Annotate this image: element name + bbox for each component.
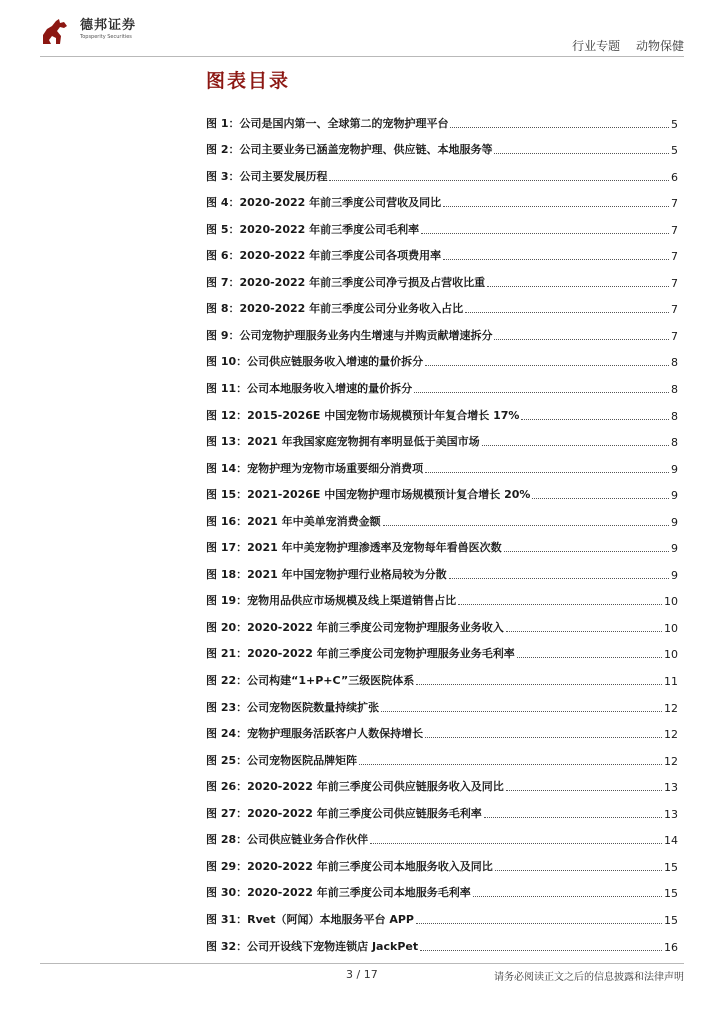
toc-page-number: 7 [671,276,678,290]
toc-figure-number: 图 20： [206,620,248,634]
toc-entry[interactable] [206,476,678,503]
brand-logo [80,19,136,41]
toc-leader-dots [450,127,669,128]
toc-entry[interactable] [206,741,678,768]
toc-entry[interactable] [206,343,678,370]
toc-page-number: 7 [671,250,678,264]
toc-page-number: 9 [671,568,678,582]
toc-entry-title: 2020-2022 年前三季度公司分业务收入占比 [239,302,464,316]
toc-leader-dots [521,419,669,420]
toc-entry-title: 2021-2026E 中国宠物护理市场规模预计复合增长 20% [247,488,531,502]
toc-entry[interactable] [206,529,678,556]
toc-figure-number: 图 24： [206,727,248,741]
toc-entry-title: 2020-2022 年前三季度公司净亏损及占营收比重 [239,275,486,289]
toc-entry-title: 2020-2022 年前三季度公司毛利率 [239,222,420,236]
toc-leader-dots [449,578,669,579]
brand-name-en: Topsperity Securities [80,34,132,40]
toc-leader-dots [506,790,662,791]
toc-leader-dots [443,259,669,260]
toc-entry-title: 公司宠物医院品牌矩阵 [247,753,358,767]
header-tags [560,37,684,54]
toc-leader-dots [370,843,662,844]
toc-entry[interactable] [206,608,678,635]
toc-leader-dots [458,604,662,605]
toc-figure-number: 图 9： [206,328,240,342]
toc-leader-dots [425,365,669,366]
toc-title: 图表目录 [206,70,291,92]
toc-figure-number: 图 16： [206,514,248,528]
toc-leader-dots [359,764,662,765]
toc-entry-title: 2020-2022 年前三季度公司本地服务收入及同比 [247,859,493,873]
toc-entry[interactable] [206,661,678,688]
toc-figure-number: 图 10： [206,355,248,369]
toc-figure-number: 图 5： [206,222,240,236]
toc-figure-number: 图 23： [206,700,248,714]
toc-leader-dots [504,551,669,552]
toc-page-number: 9 [671,489,678,503]
toc-entry[interactable] [206,369,678,396]
toc-leader-dots [381,711,662,712]
toc-page-number: 16 [664,940,678,954]
toc-figure-number: 图 30： [206,886,248,900]
toc-entry-title: 宠物护理为宠物市场重要细分消费项 [247,461,424,475]
kneeling-horse-icon [40,17,70,47]
report-type: 行业专题 [572,39,621,53]
toc-entry-title: 公司主要发展历程 [239,169,328,183]
toc-entry[interactable] [206,900,678,927]
toc-entry-title: 公司宠物护理服务业务内生增速与并购贡献增速拆分 [239,328,493,342]
toc-figure-number: 图 12： [206,408,248,422]
toc-leader-dots [532,498,669,499]
disclaimer: 请务必阅读正文之后的信息披露和法律声明 [494,972,684,983]
page-number: 3 / 17 [346,968,378,981]
toc-entry-title: 公司宠物医院数量持续扩张 [247,700,380,714]
toc-leader-dots [482,445,669,446]
toc-figure-number: 图 29： [206,859,248,873]
toc-entry[interactable] [206,715,678,742]
toc-figure-number: 图 6： [206,249,240,263]
toc-figure-number: 图 19： [206,594,248,608]
toc-page-number: 12 [664,701,678,715]
toc-page-number: 10 [664,595,678,609]
toc-figure-number: 图 18： [206,567,248,581]
toc-entry-title: 宠物护理服务活跃客户人数保持增长 [247,727,424,741]
toc-entry[interactable] [206,555,678,582]
toc-figure-number: 图 27： [206,806,248,820]
toc-entry[interactable] [206,847,678,874]
toc-entry[interactable] [206,237,678,264]
toc-entry[interactable] [206,290,678,317]
toc-figure-number: 图 22： [206,674,248,688]
toc-page-number: 15 [664,887,678,901]
toc-entry-title: 公司开设线下宠物连锁店 JackPet [247,939,419,953]
brand-name: 德邦证券 [80,18,137,33]
toc-entry-title: 2021 年我国家庭宠物拥有率明显低于美国市场 [247,435,480,449]
toc-leader-dots [495,870,662,871]
toc-leader-dots [506,631,662,632]
toc-entry[interactable] [206,635,678,662]
toc-leader-dots [465,312,669,313]
toc-leader-dots [416,923,662,924]
toc-entry-title: 2020-2022 年前三季度公司营收及同比 [239,196,442,210]
toc-leader-dots [494,153,669,154]
toc-page-number: 12 [664,754,678,768]
toc-leader-dots [494,339,669,340]
toc-figure-number: 图 2： [206,143,240,157]
toc-page-number: 6 [671,170,678,184]
toc-figure-number: 图 4： [206,196,240,210]
toc-figure-number: 图 17： [206,541,248,555]
toc-figure-number: 图 7： [206,275,240,289]
toc-list [206,104,678,954]
toc-leader-dots [425,472,669,473]
toc-entry-title: 公司主要业务已涵盖宠物护理、供应链、本地服务等 [239,143,493,157]
toc-figure-number: 图 15： [206,488,248,502]
toc-entry-title: 2021 年中美宠物护理渗透率及宠物每年看兽医次数 [247,541,502,555]
toc-entry-title: 2020-2022 年前三季度公司本地服务毛利率 [247,886,471,900]
toc-entry[interactable] [206,131,678,158]
toc-entry[interactable] [206,874,678,901]
toc-entry[interactable] [206,502,678,529]
toc-leader-dots [416,684,662,685]
toc-entry-title: 2020-2022 年前三季度公司供应链服务毛利率 [247,806,482,820]
footer-divider [40,963,684,964]
toc-figure-number: 图 13： [206,435,248,449]
toc-figure-number: 图 25： [206,753,248,767]
toc-page-number: 10 [664,648,678,662]
industry-name: 动物保健 [635,39,684,53]
toc-entry-title: Rvet（阿闻）本地服务平台 APP [247,912,414,926]
toc-entry[interactable] [206,449,678,476]
toc-entry[interactable] [206,768,678,795]
toc-page-number: 8 [671,436,678,450]
toc-entry[interactable] [206,157,678,184]
toc-entry[interactable] [206,396,678,423]
toc-entry-title: 宠物用品供应市场规模及线上渠道销售占比 [247,594,457,608]
toc-page-number: 5 [671,144,678,158]
toc-leader-dots [443,206,669,207]
toc-page-number: 12 [664,728,678,742]
toc-page-number: 14 [664,834,678,848]
header-divider [40,56,684,57]
toc-leader-dots [517,657,662,658]
toc-page-number: 8 [671,356,678,370]
toc-page-number: 15 [664,913,678,927]
toc-entry[interactable] [206,688,678,715]
toc-leader-dots [329,180,669,181]
toc-page-number: 13 [664,781,678,795]
toc-entry-title: 2020-2022 年前三季度公司宠物护理服务业务收入 [247,620,504,634]
toc-entry[interactable] [206,582,678,609]
toc-leader-dots [421,233,669,234]
toc-entry[interactable] [206,423,678,450]
toc-entry-title: 公司构建“1+P+C”三级医院体系 [247,674,415,688]
toc-entry[interactable] [206,927,678,954]
toc-leader-dots [473,896,662,897]
toc-entry[interactable] [206,316,678,343]
toc-leader-dots [383,525,669,526]
toc-page-number: 10 [664,621,678,635]
toc-page-number: 13 [664,807,678,821]
toc-leader-dots [484,817,662,818]
toc-entry[interactable] [206,263,678,290]
toc-entry-title: 2020-2022 年前三季度公司宠物护理服务业务毛利率 [247,647,515,661]
toc-entry-title: 公司是国内第一、全球第二的宠物护理平台 [239,116,449,130]
toc-entry-title: 2020-2022 年前三季度公司供应链服务收入及同比 [247,780,504,794]
toc-figure-number: 图 21： [206,647,248,661]
toc-page-number: 11 [664,675,678,689]
toc-figure-number: 图 8： [206,302,240,316]
toc-figure-number: 图 31： [206,912,248,926]
toc-figure-number: 图 32： [206,939,248,953]
toc-page-number: 9 [671,542,678,556]
toc-figure-number: 图 11： [206,382,248,396]
toc-entry-title: 2020-2022 年前三季度公司各项费用率 [239,249,442,263]
toc-entry[interactable] [206,210,678,237]
toc-page-number: 7 [671,329,678,343]
toc-page-number: 5 [671,117,678,131]
toc-page-number: 9 [671,515,678,529]
toc-entry[interactable] [206,821,678,848]
toc-figure-number: 图 28： [206,833,248,847]
toc-page-number: 8 [671,409,678,423]
toc-entry[interactable] [206,794,678,821]
toc-page-number: 7 [671,197,678,211]
toc-page-number: 7 [671,223,678,237]
toc-figure-number: 图 3： [206,169,240,183]
toc-page-number: 15 [664,860,678,874]
toc-page-number: 8 [671,383,678,397]
toc-entry-title: 2021 年中美单宠消费金额 [247,514,381,528]
toc-entry[interactable] [206,184,678,211]
toc-entry-title: 2021 年中国宠物护理行业格局较为分散 [247,567,447,581]
toc-leader-dots [414,392,669,393]
toc-leader-dots [425,737,662,738]
toc-leader-dots [487,286,669,287]
toc-entry-title: 2015-2026E 中国宠物市场规模预计年复合增长 17% [247,408,520,422]
toc-leader-dots [420,950,662,951]
toc-entry[interactable] [206,104,678,131]
toc-page-number: 7 [671,303,678,317]
toc-figure-number: 图 26： [206,780,248,794]
toc-figure-number: 图 1： [206,116,240,130]
toc-entry-title: 公司本地服务收入增速的量价拆分 [247,382,413,396]
toc-entry-title: 公司供应链服务收入增速的量价拆分 [247,355,424,369]
toc-entry-title: 公司供应链业务合作伙伴 [247,833,369,847]
toc-figure-number: 图 14： [206,461,248,475]
toc-page-number: 9 [671,462,678,476]
